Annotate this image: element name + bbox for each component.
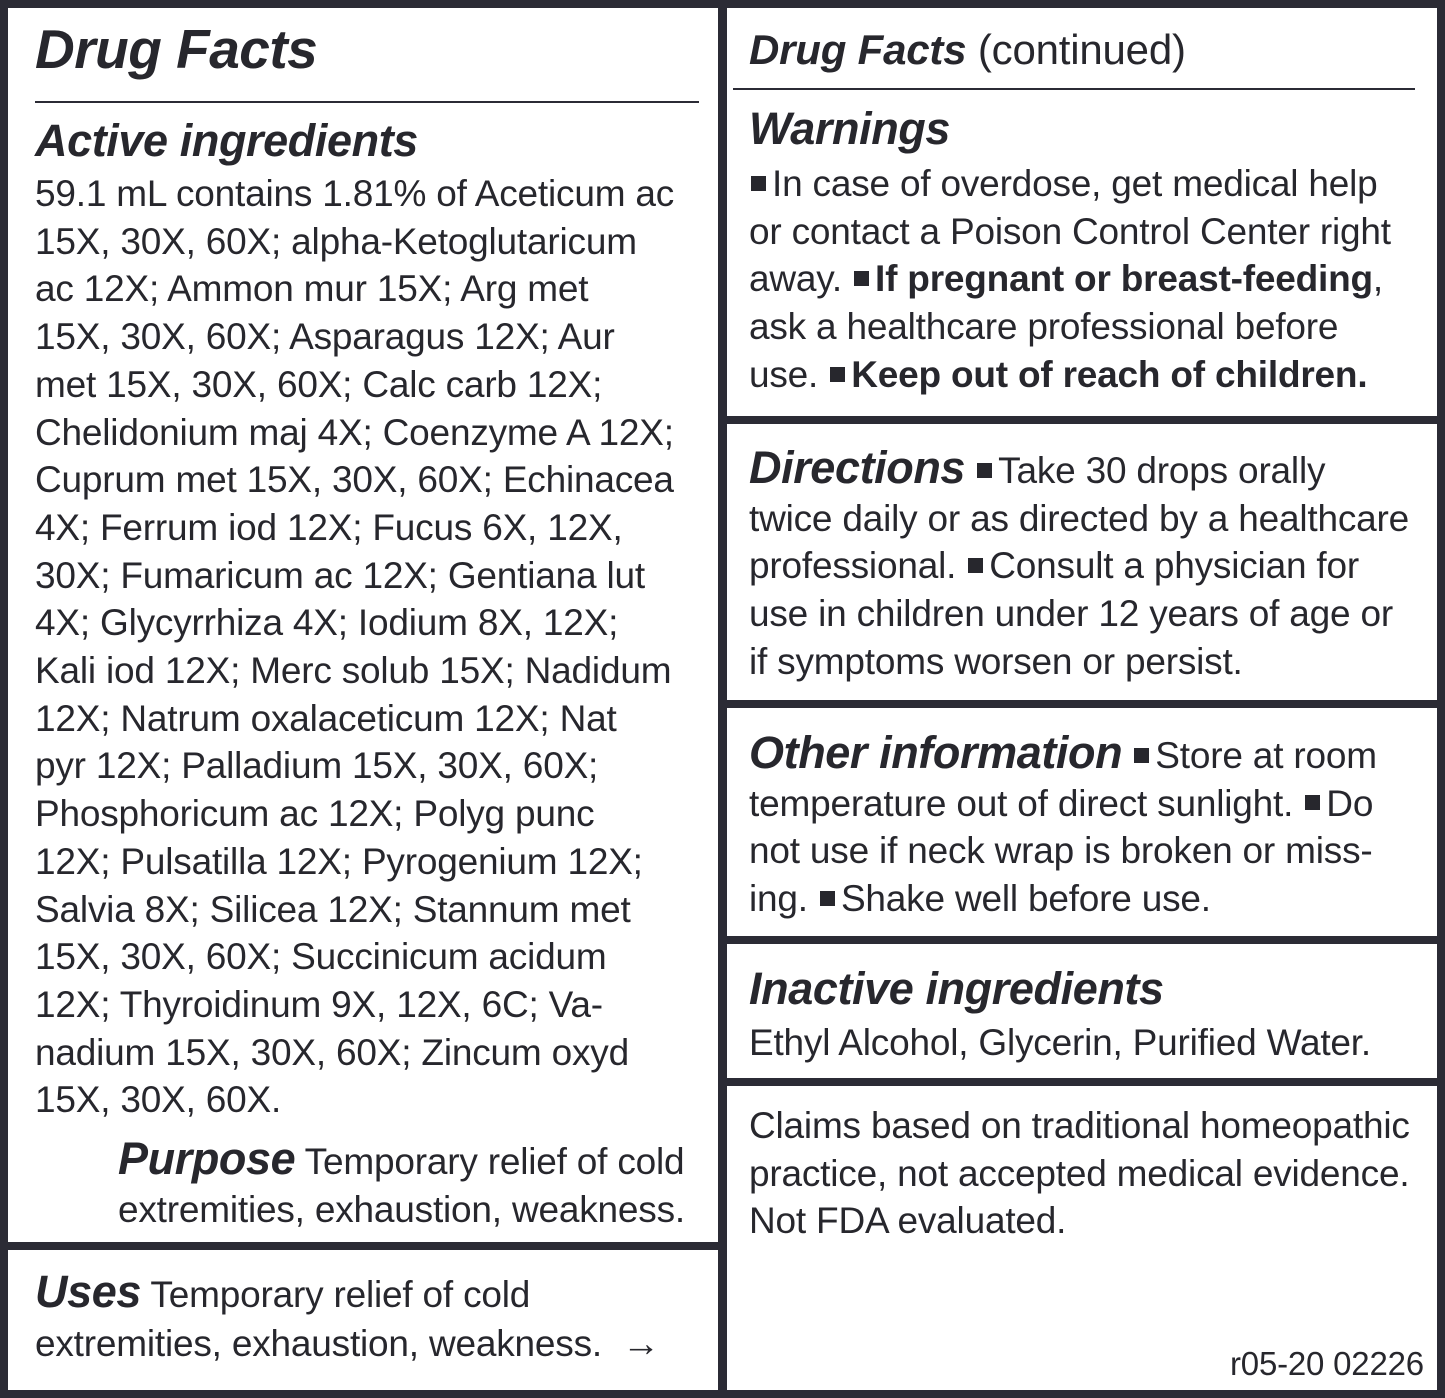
active-ingredients-line: ac 12X; Ammon mur 15X; Arg met: [35, 268, 589, 310]
other-info-heading: Other information: [749, 727, 1123, 778]
uses-heading: Uses: [35, 1266, 141, 1317]
active-ingredients-line: 4X; Ferrum iod 12X; Fucus 6X, 12X,: [35, 506, 623, 548]
inactive-ingredients-text: Ethyl Alcohol, Glycerin, Purified Water.: [749, 1022, 1371, 1063]
warnings-line: or contact a Poison Control Center right: [749, 210, 1391, 252]
other-info-line: Store at room: [1155, 735, 1377, 776]
warnings-comma: ,: [1372, 258, 1383, 300]
warnings-line: In case of overdose, get medical help: [772, 163, 1378, 204]
inactive-separator: [718, 936, 1445, 944]
claims-line: Claims based on traditional homeopathic: [749, 1105, 1410, 1146]
active-ingredients-line: 4X; Glycyrrhiza 4X; Iodium 8X, 12X;: [35, 602, 619, 644]
warnings-line: ask a healthcare professional before: [749, 306, 1339, 348]
active-ingredients-line: 30X; Fumaricum ac 12X; Gentiana lut: [35, 554, 645, 596]
claims-line: practice, not accepted medical evidence.: [749, 1152, 1410, 1194]
other-info-line: ing.: [749, 878, 808, 920]
active-ingredients-line: 59.1 mL contains 1.81% of Aceticum ac: [35, 173, 675, 214]
revision-code: r05-20 02226: [1230, 1345, 1424, 1382]
directions-text: [749, 444, 1409, 686]
inactive-ingredients-heading: Inactive ingredients: [749, 963, 1164, 1014]
uses-text-line2: extremities, exhaustion, weakness.: [35, 1323, 602, 1364]
bullet-icon: [830, 367, 845, 382]
directions-line: Take 30 drops orally: [998, 450, 1326, 491]
other-info-line: not use if neck wrap is broken or miss-: [749, 830, 1373, 872]
bullet-icon: [968, 558, 983, 573]
continued-title: [749, 26, 1186, 74]
bullet-icon: [820, 891, 835, 906]
warnings-heading: Warnings: [749, 103, 950, 154]
other-info-text: [749, 729, 1377, 923]
uses-section: [35, 1268, 530, 1319]
bullet-icon: [751, 176, 766, 191]
active-ingredients-heading: Active ingredients: [35, 115, 418, 166]
active-ingredients-list: [35, 170, 715, 1124]
arrow-right-icon: →: [621, 1323, 660, 1365]
drug-facts-title: Drug Facts: [35, 18, 318, 80]
active-ingredients-line: met 15X, 30X, 60X; Calc carb 12X;: [35, 363, 603, 405]
purpose-text-line2: extremities, exhaustion, weakness.: [118, 1189, 685, 1230]
active-ingredients-line: Cuprum met 15X, 30X, 60X; Echinacea: [35, 459, 674, 501]
active-ingredients-line: 15X, 30X, 60X; alpha-Ketoglutaricum: [35, 220, 637, 262]
active-ingredients-line: Chelidonium maj 4X; Coenzyme A 12X;: [35, 411, 674, 453]
directions-line: twice daily or as directed by a healthcare: [749, 497, 1410, 539]
directions-heading: Directions: [749, 442, 966, 493]
active-ingredients-line: 12X; Pulsatilla 12X; Pyrogenium 12X;: [35, 840, 643, 882]
directions-line: professional.: [749, 545, 957, 587]
uses-text-line2-row: [35, 1320, 660, 1369]
bullet-icon: [1305, 795, 1320, 810]
active-ingredients-line: Phosphoricum ac 12X; Polyg punc: [35, 793, 595, 835]
purpose-text-line1: Temporary relief of cold: [304, 1141, 685, 1182]
directions-line: if symptoms worsen or persist.: [749, 640, 1243, 682]
other-info-line: temperature out of direct sunlight.: [749, 782, 1294, 824]
active-ingredients-line: Salvia 8X; Silicea 12X; Stannum met: [35, 888, 631, 930]
active-ingredients-line: 15X, 30X, 60X.: [35, 1079, 282, 1121]
continued-rule: [733, 88, 1415, 90]
warnings-line: use.: [749, 353, 819, 395]
continued-title-rest: (continued): [977, 26, 1186, 73]
bullet-icon: [854, 271, 869, 286]
directions-line: use in children under 12 years of age or: [749, 593, 1394, 635]
claims-text: [749, 1102, 1410, 1245]
directions-line: Consult a physician for: [989, 545, 1359, 587]
other-info-line: Do: [1326, 782, 1374, 824]
purpose-heading: Purpose: [118, 1133, 296, 1184]
active-ingredients-line: pyr 12X; Palladium 15X, 30X, 60X;: [35, 745, 599, 787]
directions-separator: [718, 416, 1445, 424]
claims-separator: [718, 1078, 1445, 1086]
active-ingredients-line: 15X, 30X, 60X; Succinicum acidum: [35, 936, 607, 978]
warnings-text: [749, 160, 1391, 399]
pregnancy-warning: If pregnant or breast-feeding: [875, 258, 1373, 300]
active-ingredients-line: 15X, 30X, 60X; Asparagus 12X; Aur: [35, 316, 615, 358]
claims-line: Not FDA evaluated.: [749, 1200, 1067, 1242]
children-warning: Keep out of reach of children.: [851, 353, 1368, 395]
uses-text-line1: Temporary relief of cold: [150, 1274, 531, 1315]
other-info-line: Shake well before use.: [840, 878, 1211, 920]
purpose-section: [118, 1135, 684, 1186]
active-ingredients-line: Kali iod 12X; Merc solub 15X; Nadidum: [35, 650, 672, 692]
other-info-separator: [718, 700, 1445, 708]
title-rule: [35, 101, 699, 103]
bullet-icon: [977, 463, 992, 478]
uses-separator: [0, 1242, 727, 1250]
bullet-icon: [1134, 748, 1149, 763]
warnings-line: away.: [749, 258, 842, 300]
active-ingredients-line: nadium 15X, 30X, 60X; Zincum oxyd: [35, 1031, 629, 1073]
column-divider: [718, 0, 727, 1398]
continued-title-bold: Drug Facts: [749, 26, 967, 73]
active-ingredients-line: 12X; Natrum oxalaceticum 12X; Nat: [35, 697, 617, 739]
active-ingredients-line: 12X; Thyroidinum 9X, 12X, 6C; Va-: [35, 983, 603, 1025]
